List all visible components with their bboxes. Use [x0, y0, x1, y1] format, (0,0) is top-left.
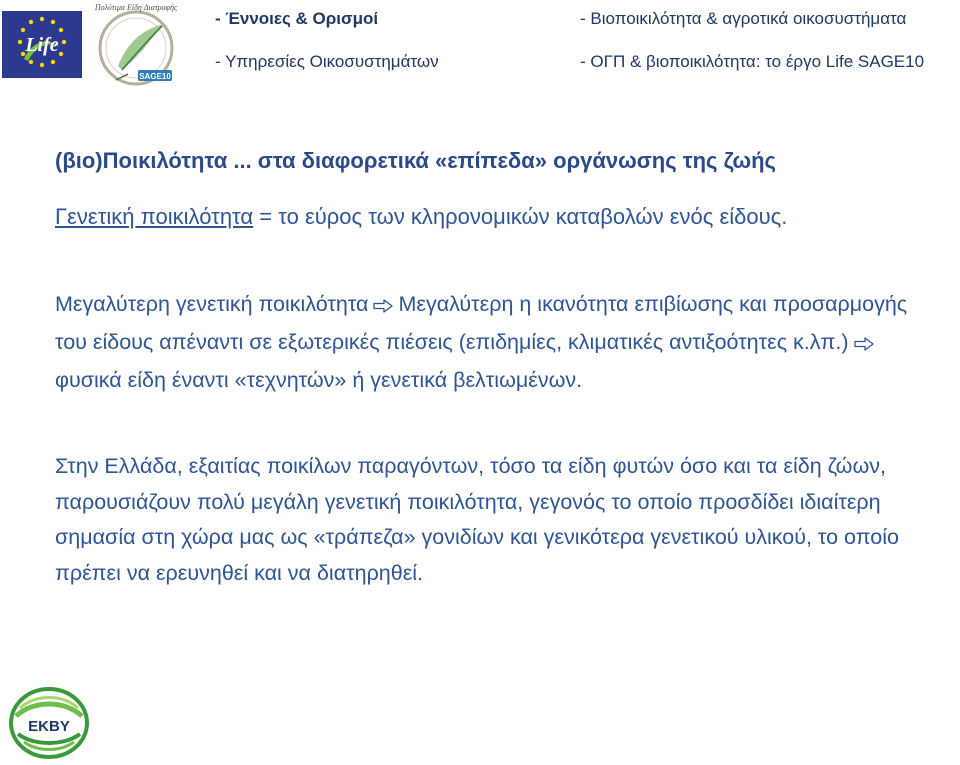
slide-title: (βιο)Ποικιλότητα ... στα διαφορετικά «επίπεδα» οργάνωσης της ζωής — [55, 148, 776, 173]
eu-life-logo-icon — [2, 11, 82, 78]
ekby-logo-text: ΕΚΒΥ — [28, 718, 70, 735]
text-greater-diversity: Μεγαλύτερη γενετική ποικιλότητα — [55, 292, 369, 316]
paragraph-genetic-diversity-definition — [55, 200, 935, 233]
arrow-right-icon — [373, 288, 393, 324]
sage-logo-ring-text: Πολύτιμα Είδη Διατροφής — [94, 3, 178, 12]
nav-biodiversity-agroecosystems[interactable]: - Βιοποικιλότητα & αγροτικά οικοσυστήματα — [580, 9, 907, 28]
sage-logo-text: SAGE10 — [139, 72, 171, 81]
sage10-logo-icon — [88, 0, 184, 96]
paragraph-adaptation — [55, 286, 935, 398]
arrow-right-icon — [854, 326, 874, 362]
paragraph-greece: Στην Ελλάδα, εξαιτίας ποικίλων παραγόντων, τόσο τα είδη φυτών όσο και τα είδη ζώων, παρουσιάζουν πολύ μεγάλη γενετική ποικιλότητα, γεγονός το οποίο προσδίδει ιδιαίτερη σημασία στη χώρα μας ως «τράπεζα» γονιδίων και γενικότερα γενετικού υλικού, το οποίο πρέπει να ερευνηθεί και να διατηρηθεί. — [55, 454, 899, 585]
text-natural-species: φυσικά είδη έναντι «τεχνητών» ή γενετικά βελτιωμένων. — [55, 368, 583, 392]
nav-concepts-definitions[interactable]: - Έννοιες & Ορισμοί — [215, 9, 379, 28]
eu-logo-text: Life — [25, 34, 59, 56]
text-greater-survival: Μεγαλύτερη η ικανότητα επιβίωσης και προσαρμογής του είδους απέναντι σε εξωτερικές πιέσεις (επιδημίες, κλιματικές αντιξοότητες κ.λπ.) — [55, 292, 908, 354]
term-genetic-diversity: Γενετική ποικιλότητα — [55, 204, 254, 229]
nav-ecosystem-services[interactable]: - Υπηρεσίες Οικοσυστημάτων — [215, 52, 439, 71]
nav-gmo-life-sage10[interactable]: - ΟΓΠ & βιοποικιλότητα: το έργο Life SAGE10 — [580, 52, 925, 71]
definition-text: = το εύρος των κληρονομικών καταβολών ενός είδους. — [253, 204, 788, 229]
ekby-logo-icon — [6, 686, 92, 760]
